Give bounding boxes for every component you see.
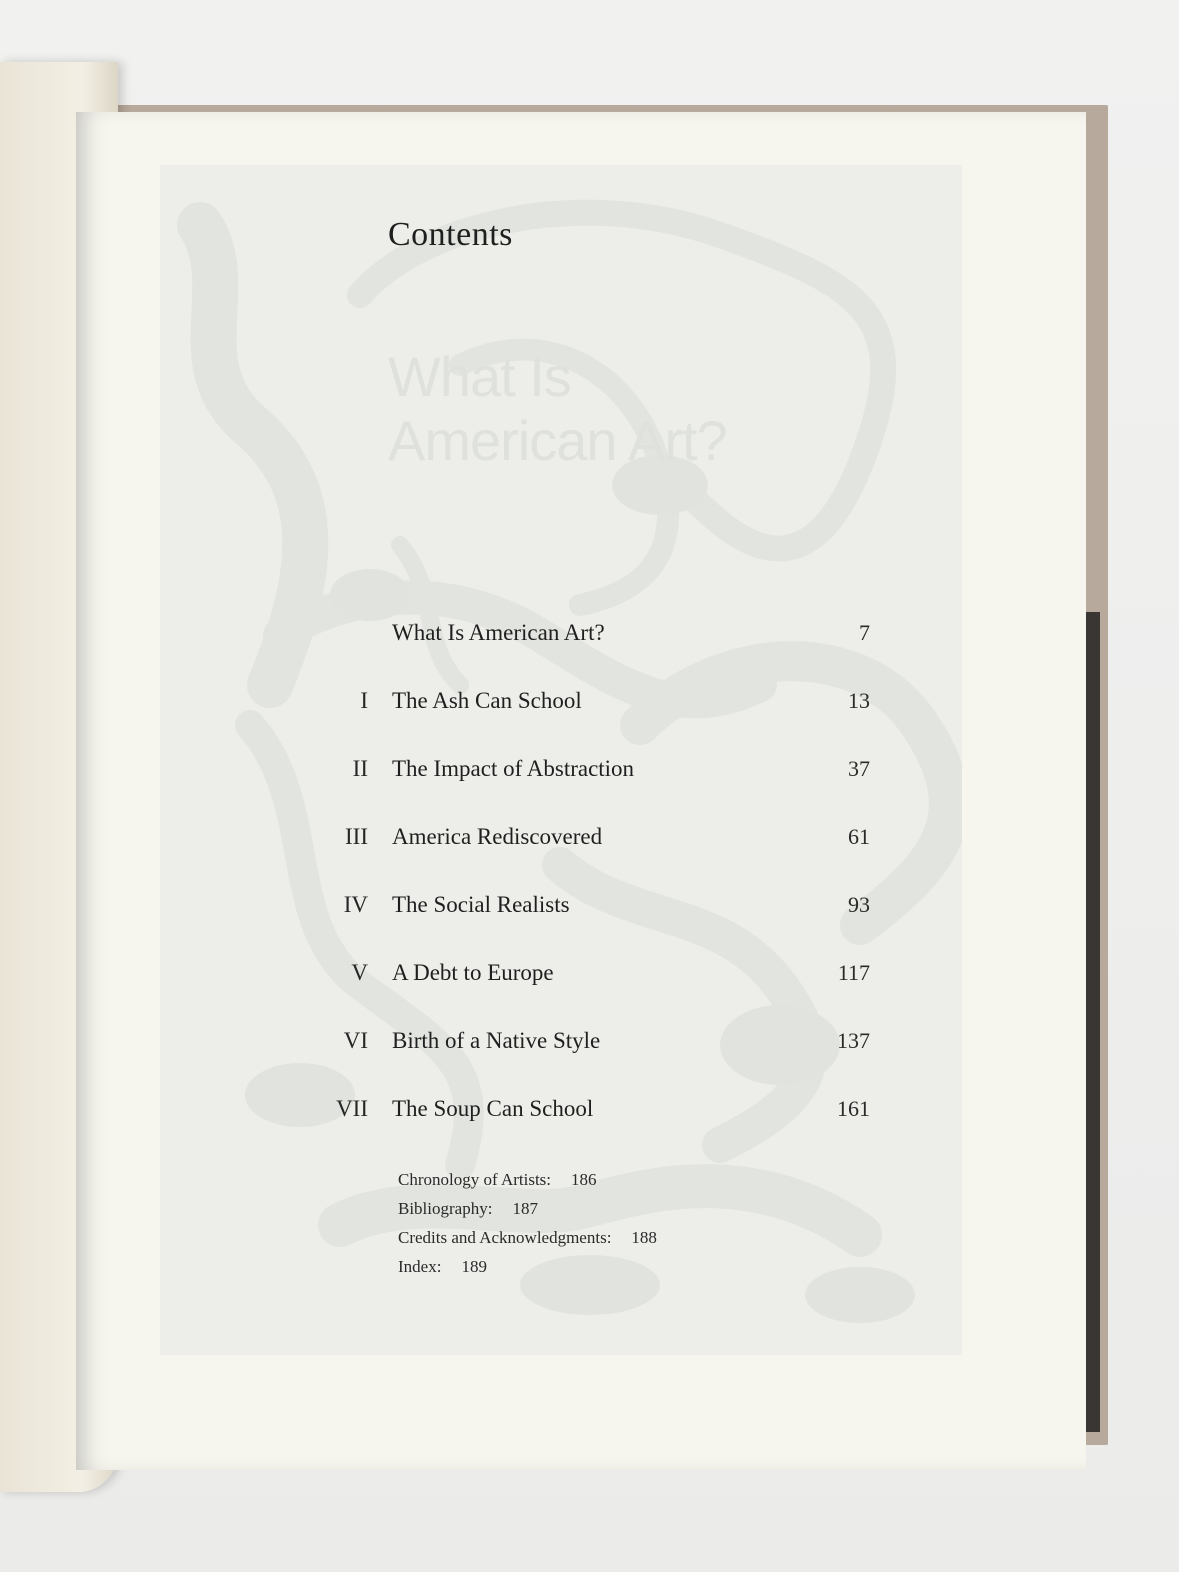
chapter-page-number: 117 (837, 960, 870, 985)
page-title: Contents (388, 216, 513, 253)
chapter-numeral: IV (343, 892, 368, 917)
back-matter-page: 189 (461, 1257, 487, 1276)
chapter-page-number: 7 (859, 620, 870, 645)
back-matter-item (398, 1228, 657, 1248)
back-matter-label: Credits and Acknowledgments: (398, 1228, 612, 1247)
back-matter-page: 187 (512, 1199, 538, 1218)
chapter-title: America Rediscovered (392, 824, 603, 849)
back-matter-label: Chronology of Artists: (398, 1170, 552, 1189)
toc-entry (320, 1028, 880, 1068)
back-matter-item (398, 1170, 597, 1190)
chapter-page-number: 137 (837, 1028, 870, 1053)
faint-background-heading: What Is American Art? (388, 345, 727, 472)
chapter-numeral: III (345, 824, 368, 849)
cover-edge (1086, 612, 1100, 1432)
chapter-page-number: 13 (848, 688, 870, 713)
chapter-title: The Ash Can School (392, 688, 582, 713)
toc-entry (320, 824, 880, 864)
chapter-numeral: VII (336, 1096, 368, 1121)
chapter-title: What Is American Art? (392, 620, 605, 645)
back-matter-page: 188 (631, 1228, 657, 1247)
chapter-numeral: V (351, 960, 368, 985)
back-matter-item (398, 1257, 487, 1277)
chapter-title: Birth of a Native Style (392, 1028, 601, 1053)
chapter-page-number: 93 (848, 892, 870, 917)
back-matter-item (398, 1199, 538, 1219)
chapter-page-number: 61 (848, 824, 870, 849)
chapter-title: The Impact of Abstraction (392, 756, 635, 781)
chapter-numeral: II (352, 756, 368, 781)
toc-entry (320, 620, 880, 660)
chapter-title: The Social Realists (392, 892, 570, 917)
chapter-page-number: 161 (837, 1096, 870, 1121)
toc-entry (320, 892, 880, 932)
chapter-title: A Debt to Europe (392, 960, 554, 985)
chapter-numeral: I (360, 688, 368, 713)
toc-entry (320, 756, 880, 796)
chapter-title: The Soup Can School (392, 1096, 594, 1121)
back-matter-label: Index: (398, 1257, 442, 1276)
chapter-numeral: VI (343, 1028, 368, 1053)
back-matter-label: Bibliography: (398, 1199, 493, 1218)
back-matter-page: 186 (571, 1170, 597, 1189)
chapter-page-number: 37 (848, 756, 870, 781)
toc-entry (320, 1096, 880, 1136)
toc-entry (320, 960, 880, 1000)
toc-entry (320, 688, 880, 728)
